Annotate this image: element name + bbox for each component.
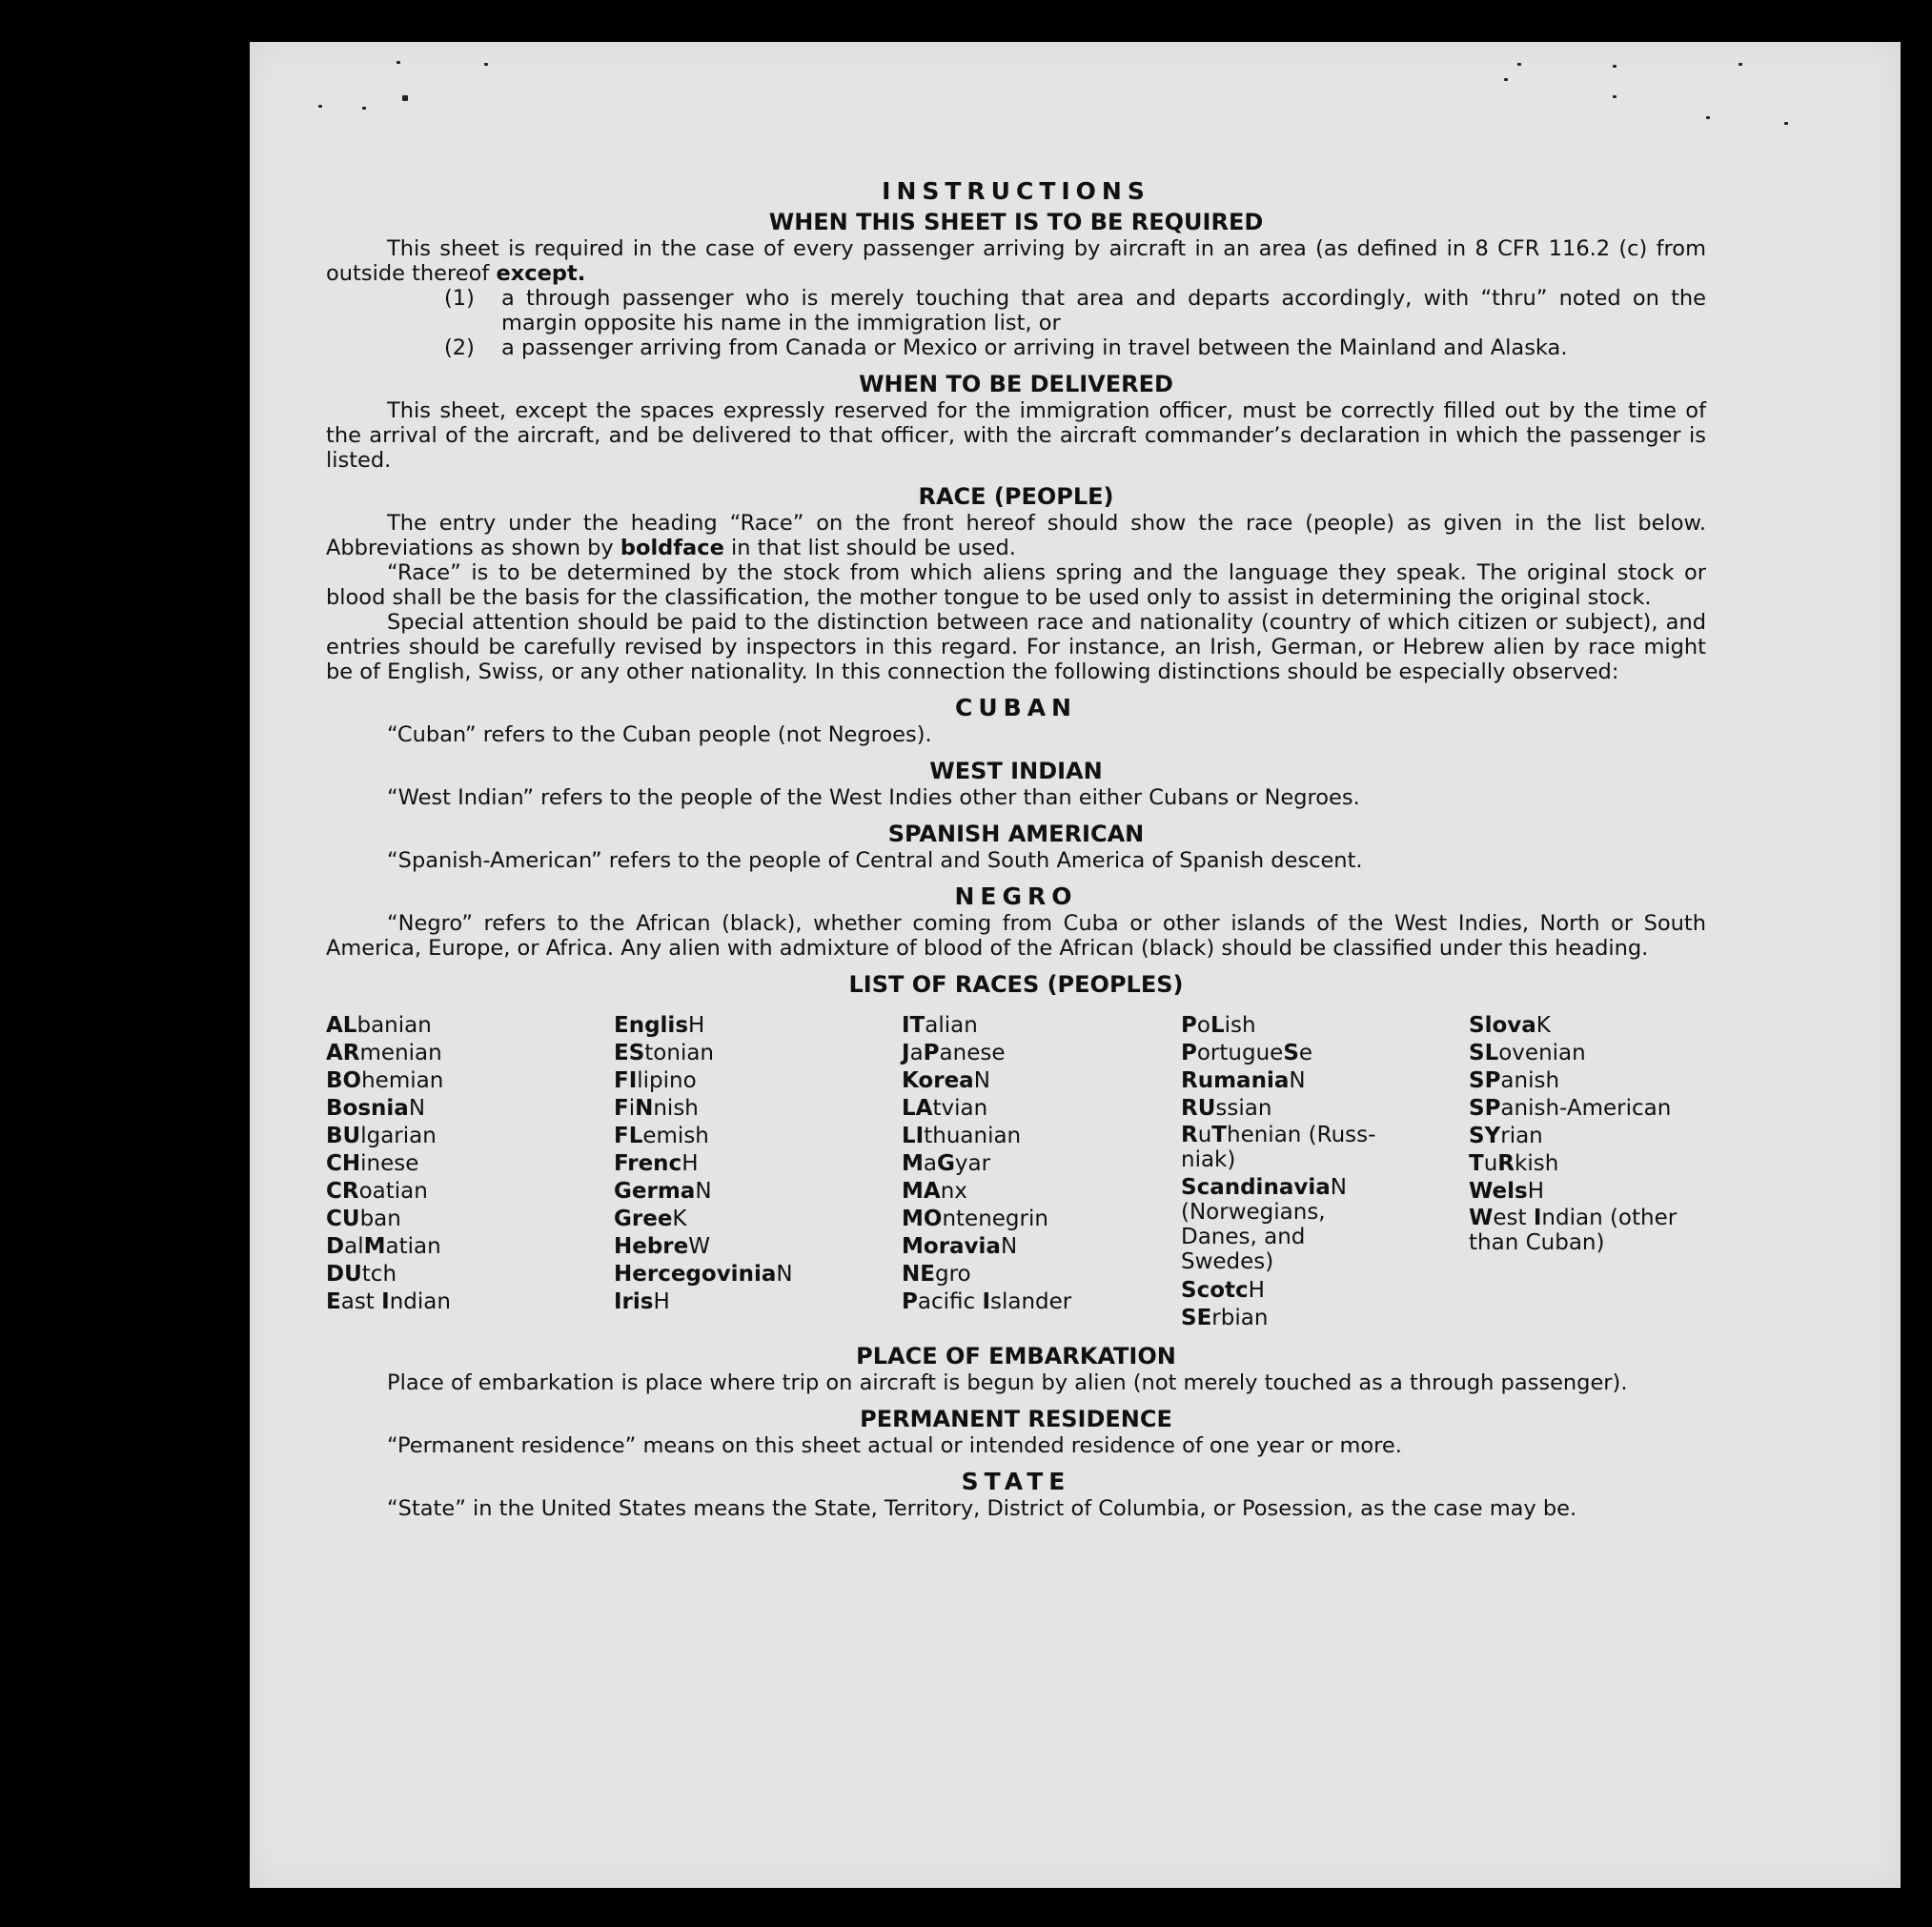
exception-item xyxy=(444,286,1706,335)
race-paragraph-1 xyxy=(326,511,1706,560)
section-heading-cuban: CUBAN xyxy=(955,694,1077,721)
race-entry: RUssian xyxy=(1181,1096,1272,1121)
race-entry: PoLish xyxy=(1181,1013,1256,1038)
west-indian-paragraph: “West Indian” refers to the people of the West Indies other than either Cubans or Negroes. xyxy=(387,785,1360,810)
race-entry: BUlgarian xyxy=(326,1124,437,1148)
exception-list xyxy=(326,286,1706,360)
cuban-paragraph: “Cuban” refers to the Cuban people (not Negroes). xyxy=(387,722,932,747)
race-entry: MoraviaN xyxy=(902,1234,1018,1259)
page-title: INSTRUCTIONS xyxy=(882,177,1150,205)
race-entry: SYrian xyxy=(1469,1124,1543,1148)
section-heading-residence: PERMANENT RESIDENCE xyxy=(860,1406,1172,1432)
race-entry: FLemish xyxy=(614,1124,709,1148)
race-entry: CHinese xyxy=(326,1151,419,1176)
race-entry: IrisH xyxy=(614,1289,670,1314)
race-entry: RuThenian (Russ- niak) xyxy=(1181,1123,1376,1172)
race-entry: PortugueSe xyxy=(1181,1041,1313,1065)
race-entry: RumaniaN xyxy=(1181,1068,1306,1093)
spanish-american-paragraph: “Spanish-American” refers to the people of Central and South America of Spanish descent. xyxy=(387,848,1363,873)
race-p1-a: The entry under the heading “Race” on the front hereof should show the race (people) as given in the list below. Abbreviations as shown by xyxy=(326,511,1706,560)
races-column xyxy=(1469,1012,1707,1332)
races-column xyxy=(326,1012,614,1332)
section-heading-negro: NEGRO xyxy=(954,882,1078,910)
race-entry: SErbian xyxy=(1181,1306,1269,1330)
race-entry: East Indian xyxy=(326,1289,451,1314)
race-entry: Pacific Islander xyxy=(902,1289,1072,1314)
race-entry: LIthuanian xyxy=(902,1124,1022,1148)
race-entry: LAtvian xyxy=(902,1096,988,1121)
race-entry: FrencH xyxy=(614,1151,699,1176)
race-entry: MAnx xyxy=(902,1179,967,1204)
exception-text: a through passenger who is merely touching that area and departs accordingly, with “thru” noted on the margin opposite his name in the immigration list, or xyxy=(501,286,1706,335)
race-entry: West Indian (other than Cuban) xyxy=(1469,1206,1678,1255)
embarkation-paragraph: Place of embarkation is place where trip on aircraft is begun by alien (not merely touched as a through passenger). xyxy=(387,1370,1628,1395)
state-paragraph: “State” in the United States means the State, Territory, District of Columbia, or Posession, as the case may be. xyxy=(387,1496,1577,1521)
race-entry: GermaN xyxy=(614,1179,712,1204)
required-except: except. xyxy=(496,261,586,286)
race-entry: CUban xyxy=(326,1207,401,1231)
section-heading-west-indian: WEST INDIAN xyxy=(929,758,1103,784)
race-entry: SlovaK xyxy=(1469,1013,1551,1038)
section-heading-embarkation: PLACE OF EMBARKATION xyxy=(856,1343,1176,1369)
races-column xyxy=(1181,1012,1469,1332)
race-entry: MaGyar xyxy=(902,1151,991,1176)
race-entry: ScandinaviaN (Norwegians, Danes, and Swedes) xyxy=(1181,1175,1347,1274)
race-entry: JaPanese xyxy=(902,1041,1006,1065)
delivered-paragraph: This sheet, except the spaces expressly reserved for the immigration officer, must be correctly filled out by the time of the arrival of the aircraft, and be delivered to that officer, with the aircraft commander’s declaration in which the passenger is listed. xyxy=(326,398,1706,473)
exception-text: a passenger arriving from Canada or Mexico or arriving in travel between the Mainland and Alaska. xyxy=(501,335,1568,360)
races-column xyxy=(902,1012,1181,1332)
races-column xyxy=(614,1012,902,1332)
race-entry: FIlipino xyxy=(614,1068,697,1093)
section-heading-delivered: WHEN TO BE DELIVERED xyxy=(859,371,1173,397)
race-paragraph-3: Special attention should be paid to the distinction between race and nationality (country of which citizen or subject), and entries should be carefully revised by inspectors in this regard. For instance, an Irish, German, or Hebrew alien by race might be of English, Swiss, or any other nationality. In this connection the following distinctions should be especially observed: xyxy=(326,610,1706,684)
race-p1-bold: boldface xyxy=(620,536,724,560)
race-entry: GreeK xyxy=(614,1207,687,1231)
race-entry: HercegoviniaN xyxy=(614,1262,793,1287)
section-heading-list-of-races: LIST OF RACES (PEOPLES) xyxy=(848,971,1184,998)
race-entry: DalMatian xyxy=(326,1234,441,1259)
race-entry: ITalian xyxy=(902,1013,978,1038)
negro-paragraph: “Negro” refers to the African (black), whether coming from Cuba or other islands of the West Indies, North or South America, Europe, or Africa. Any alien with admixture of blood of the African (black) should be classified under this heading. xyxy=(326,911,1706,961)
race-entry: FiNnish xyxy=(614,1096,699,1121)
race-entry: DUtch xyxy=(326,1262,397,1287)
required-intro: This sheet is required in the case of every passenger arriving by aircraft in an area (as defined in 8 CFR 116.2 (c) from outside thereof xyxy=(326,236,1706,286)
race-paragraph-2: “Race” is to be determined by the stock from which aliens spring and the language they speak. The original stock or blood shall be the basis for the classification, the mother tongue to be used only to assist in determining the original stock. xyxy=(326,560,1706,610)
race-entry: SLovenian xyxy=(1469,1041,1586,1065)
exception-number: (2) xyxy=(444,335,475,360)
race-entry: ARmenian xyxy=(326,1041,442,1065)
race-p1-b: in that list should be used. xyxy=(730,536,1016,560)
race-entry: WelsH xyxy=(1469,1179,1545,1204)
exception-item xyxy=(444,335,1706,360)
race-entry: EStonian xyxy=(614,1041,715,1065)
race-entry: HebreW xyxy=(614,1234,711,1259)
section-heading-spanish-american: SPANISH AMERICAN xyxy=(887,821,1145,847)
residence-paragraph: “Permanent residence” means on this sheet actual or intended residence of one year or more. xyxy=(387,1433,1402,1458)
section-heading-state: STATE xyxy=(961,1468,1071,1495)
race-entry: KoreaN xyxy=(902,1068,990,1093)
document-sheet xyxy=(250,42,1901,1888)
race-entry: ALbanian xyxy=(326,1013,432,1038)
race-entry: EnglisH xyxy=(614,1013,705,1038)
race-entry: CRoatian xyxy=(326,1179,428,1204)
race-entry: ScotcH xyxy=(1181,1278,1265,1303)
required-paragraph xyxy=(326,236,1706,286)
section-heading-required: WHEN THIS SHEET IS TO BE REQUIRED xyxy=(768,209,1264,235)
race-entry: SPanish xyxy=(1469,1068,1560,1093)
exception-number: (1) xyxy=(444,286,475,311)
section-heading-race: RACE (PEOPLE) xyxy=(918,483,1114,510)
race-entry: BOhemian xyxy=(326,1068,444,1093)
race-entry: BosniaN xyxy=(326,1096,426,1121)
race-entry: SPanish-American xyxy=(1469,1096,1672,1121)
races-list xyxy=(326,1012,1706,1332)
race-entry: NEgro xyxy=(902,1262,971,1287)
document-body xyxy=(326,177,1706,1521)
race-entry: MOntenegrin xyxy=(902,1207,1048,1231)
race-entry: TuRkish xyxy=(1469,1151,1559,1176)
